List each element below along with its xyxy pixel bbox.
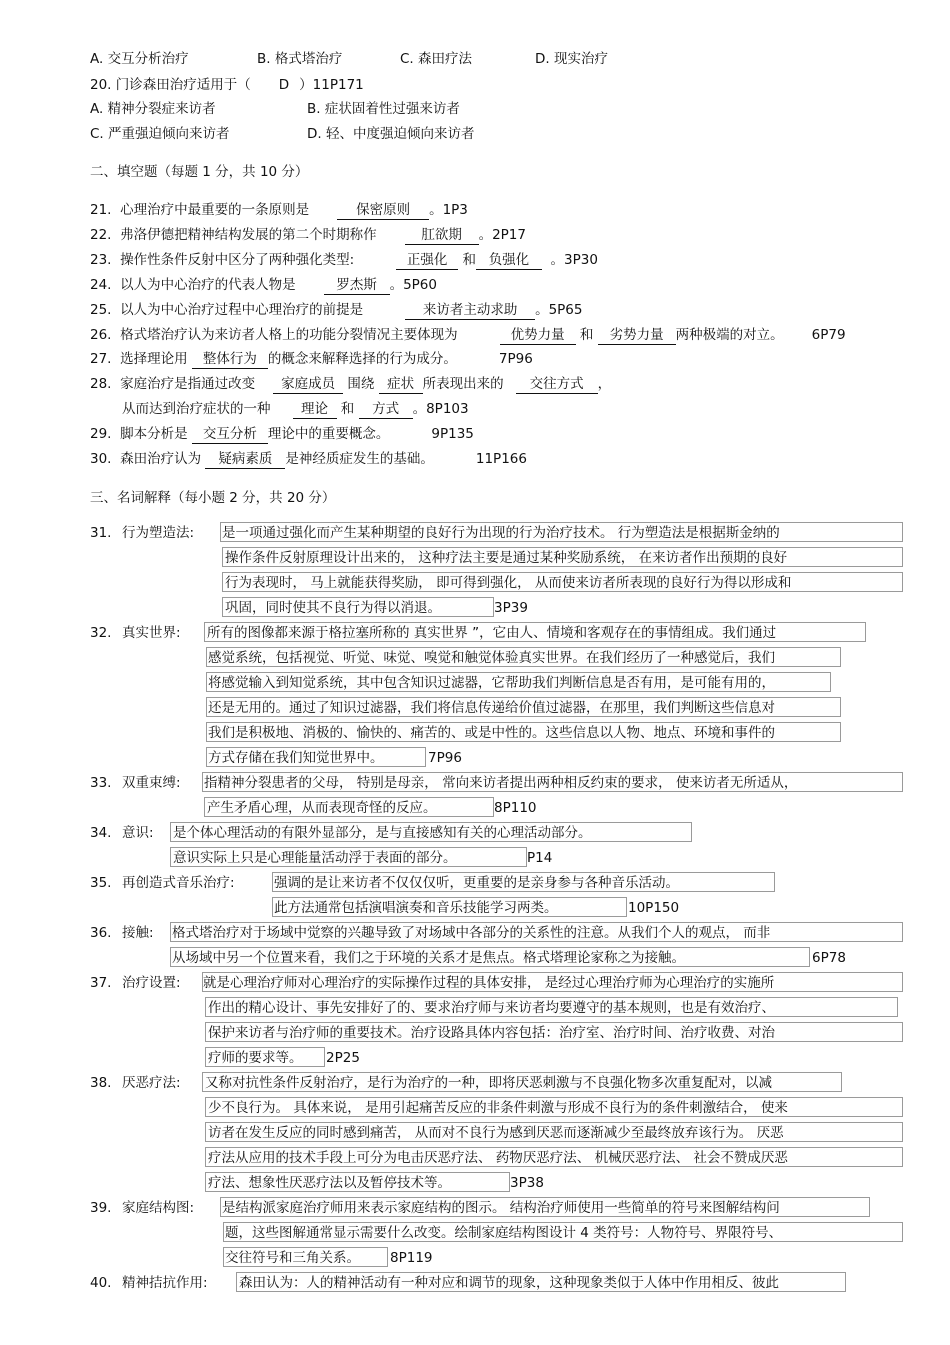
term-31-line-4: 巩固，同时使其不良行为得以消退。 [225,600,441,616]
answer-blank-1: 优势力量 [500,326,576,345]
q19-option-a: A. 交互分析治疗 [90,51,189,67]
ref: 。1P3 [429,202,468,218]
term-37-ref: 2P25 [326,1050,360,1066]
term-39-label: 家庭结构图: [122,1200,195,1216]
section-term-heading: 三、名词解释（每小题 2 分，共 20 分） [90,490,336,506]
fill-23 [90,251,598,270]
q19-option-d: D. 现实治疗 [535,51,608,67]
ref: 7P96 [498,351,533,367]
term-38-number: 38. [90,1075,112,1091]
term-36-line-2: 从场域中另一个位置来看，我们之于环境的关系才是焦点。格式塔理论家称之为接触。 [172,950,685,966]
term-34-label: 意识: [122,825,154,841]
term-37-line-2: 作出的精心设计、事先安排好了的、要求治疗师与来访者均要遵守的基本规则，也是有效治疗、 [208,1000,775,1016]
num: 26. [90,327,112,343]
answer-blank: 保密原则 [337,201,429,220]
text: 森田治疗认为 [120,451,202,467]
num: 27. [90,351,112,367]
term-39-line-2: 题，这些图解通常显示需要什么改变。绘制家庭结构图设计 4 类符号：人物符号、界限符号、 [225,1225,783,1241]
term-38-line-5: 疗法、想象性厌恶疗法以及暂停技术等。 [208,1175,451,1191]
term-31-number: 31. [90,525,112,541]
section-fill-blank-heading: 二、填空题（每题 1 分，共 10 分） [90,164,309,180]
term-31-line-2: 操作条件反射原理设计出来的， 这种疗法主要是通过某种奖励系统， 在来访者作出预期的良好 [225,550,788,566]
term-35-line-1: 强调的是让来访者不仅仅仅听，更重要的是亲身参与各种音乐活动。 [274,875,679,891]
term-32-line-1: 所有的图像都来源于格拉塞所称的 真实世界 ”，它由人、情境和客观存在的事情组成。我们通过 [207,625,777,641]
answer-blank-2: 劣势力量 [598,326,676,345]
ref: 。2P17 [478,227,526,243]
ref: 9P135 [431,426,474,442]
q20-question [90,76,364,94]
term-39-ref: 8P119 [390,1250,433,1266]
term-39-line-3: 交往符号和三角关系。 [225,1250,360,1266]
fill-26 [90,326,846,345]
answer-blank: 交互分析 [192,425,268,444]
term-34-line-2: 意识实际上只是心理能量活动浮于表面的部分。 [173,850,457,866]
term-38-line-4: 疗法从应用的技术手段上可分为电击厌恶疗法、 药物厌恶疗法、 机械厌恶疗法、 社会不赞成厌恶 [208,1150,788,1166]
term-32-line-6: 方式存储在我们知觉世界中。 [208,750,384,766]
text: 和 [462,252,476,268]
ref: 。5P60 [389,277,437,293]
answer-blank: 整体行为 [192,350,268,369]
num: 21. [90,202,112,218]
text: 从而达到治疗症状的一种 [122,401,271,417]
term-40-label: 精神拮抗作用: [122,1275,208,1291]
answer-blank-4: 理论 [293,400,337,419]
term-34-line-1: 是个体心理活动的有限外显部分，是与直接感知有关的心理活动部分。 [173,825,592,841]
num: 30. [90,451,112,467]
q20-stem: 20. 门诊森田治疗适用于（ [90,77,251,93]
term-37-number: 37. [90,975,112,991]
term-31-line-3: 行为表现时， 马上就能获得奖励， 即可得到强化， 从而使来访者所表现的良好行为得以形成和 [225,575,792,591]
fill-27 [90,350,533,369]
q20-option-b: B. 症状固着性过强来访者 [307,101,460,117]
term-36-ref: 6P78 [812,950,846,966]
term-36-line-1: 格式塔治疗对于场域中觉察的兴趣导致了对场域中各部分的关系性的注意。从我们个人的观点， 而非 [172,925,771,941]
fill-22 [90,226,526,245]
term-36-number: 36. [90,925,112,941]
num: 24. [90,277,112,293]
term-32-ref: 7P96 [428,750,462,766]
text: 所表现出来的 [422,376,504,392]
ref: 6P79 [811,327,846,343]
term-32-line-4: 还是无用的。通过了知识过滤器，我们将信息传递给价值过滤器，在那里，我们判断这些信息对 [208,700,775,716]
text: 格式塔治疗认为来访者人格上的功能分裂情况主要体现为 [120,327,458,343]
term-37-label: 治疗设置: [122,975,181,991]
num: 28. [90,376,112,392]
term-35-label: 再创造式音乐治疗: [122,875,235,891]
answer-blank-5: 方式 [359,400,413,419]
term-40-line-1: 森田认为：人的精神活动有一种对应和调节的现象，这种现象类似于人体中作用相反、彼此 [239,1275,779,1291]
num: 25. [90,302,112,318]
ref: 。5P65 [535,302,583,318]
term-32-line-3: 将感觉输入到知觉系统，其中包含知识过滤器，它帮助我们判断信息是否有用，是可能有用的， [208,675,775,691]
term-33-ref: 8P110 [494,800,537,816]
text: ， [597,376,612,392]
q20-option-c: C. 严重强迫倾向来访者 [90,126,230,142]
term-35-number: 35. [90,875,112,891]
ref: 。8P103 [412,401,469,417]
term-40-number: 40. [90,1275,112,1291]
fill-25 [90,301,583,320]
term-31-label: 行为塑造法: [122,525,195,541]
num: 29. [90,426,112,442]
answer-blank-1: 家庭成员 [273,375,343,394]
ref: 11P166 [475,451,527,467]
term-37-line-4: 疗师的要求等。 [208,1050,303,1066]
text: 脚本分析是 [120,426,188,442]
text: 家庭治疗是指通过改变 [120,376,256,392]
q20-option-d: D. 轻、中度强迫倾向来访者 [307,126,475,142]
answer-blank: 肛欲期 [405,226,479,245]
fill-29 [90,425,474,444]
term-39-line-1: 是结构派家庭治疗师用来表示家庭结构的图示。 结构治疗师使用一些简单的符号来图解结构问 [222,1200,780,1216]
text: 的概念来解释选择的行为成分。 [267,351,457,367]
term-32-line-2: 感觉系统，包括视觉、听觉、味觉、嗅觉和触觉体验真实世界。在我们经历了一种感觉后，我们 [208,650,775,666]
text: 选择理论用 [120,351,188,367]
num: 22. [90,227,112,243]
term-38-line-3: 访者在发生反应的同时感到痛苦， 从而对不良行为感到厌恶而逐渐减少至最终放弃该行为。 厌恶 [208,1125,784,1141]
answer-blank-1: 正强化 [396,251,458,270]
text: 围绕 [347,376,375,392]
term-34-number: 34. [90,825,112,841]
text: 弗洛伊德把精神结构发展的第二个时期称作 [120,227,377,243]
term-38-ref: 3P38 [510,1175,544,1191]
text: 和 [579,327,594,343]
term-33-line-1: 指精神分裂患者的父母， 特别是母亲， 常向来访者提出两种相反约束的要求， 使来访者无所适从， [204,775,798,791]
text: 以人为中心治疗的代表人物是 [120,277,296,293]
answer-blank-2: 症状 [379,375,423,394]
q20-option-a: A. 精神分裂症来访者 [90,101,216,117]
answer-blank: 疑病素质 [205,450,285,469]
term-39-number: 39. [90,1200,112,1216]
term-32-label: 真实世界: [122,625,181,641]
term-31-ref: 3P39 [494,600,528,616]
fill-30 [90,450,527,469]
term-33-number: 33. [90,775,112,791]
q19-option-c: C. 森田疗法 [400,51,473,67]
text: 和 [340,401,355,417]
fill-21 [90,201,468,220]
answer-blank-2: 负强化 [476,251,542,270]
q20-answer: D [278,77,290,93]
term-31-line-1: 是一项通过强化而产生某种期望的良好行为出现的行为治疗技术。 行为塑造法是根据斯金纳的 [222,525,780,541]
ref: 。3P30 [550,252,598,268]
term-36-label: 接触: [122,925,154,941]
term-38-label: 厌恶疗法: [122,1075,181,1091]
term-37-line-1: 就是心理治疗师对心理治疗的实际操作过程的具体安排， 是经过心理治疗师为心理治疗的实施所 [203,975,775,991]
fill-28-line2 [122,400,469,419]
answer-blank-3: 交往方式 [516,375,598,394]
fill-24 [90,276,437,295]
term-38-line-1: 又称对抗性条件反射治疗，是行为治疗的一种，即将厌恶刺激与不良强化物多次重复配对，以减 [205,1075,772,1091]
term-35-ref: 10P150 [628,900,680,916]
term-32-number: 32. [90,625,112,641]
fill-28 [90,375,611,394]
term-37-line-3: 保护来访者与治疗师的重要技术。治疗设路具体内容包括：治疗室、治疗时间、治疗收费、对治 [208,1025,775,1041]
term-32-line-5: 我们是积极地、消极的、愉快的、痛苦的、或是中性的。这些信息以人物、地点、环境和事件的 [208,725,775,741]
answer-blank: 来访者主动求助 [405,301,535,320]
term-34-ref: P14 [527,850,553,866]
term-33-line-2: 产生矛盾心理，从而表现奇怪的反应。 [207,800,437,816]
num: 23. [90,252,112,268]
text: 是神经质症发生的基础。 [285,451,434,467]
text: 心理治疗中最重要的一条原则是 [120,202,310,218]
text: 以人为中心治疗过程中心理治疗的前提是 [120,302,364,318]
q19-option-b: B. 格式塔治疗 [257,51,343,67]
text: 操作性条件反射中区分了两种强化类型: [120,252,355,268]
term-33-label: 双重束缚: [122,775,181,791]
term-38-line-2: 少不良行为。 具体来说， 是用引起痛苦反应的非条件刺激与形成不良行为的条件刺激结合， 使来 [208,1100,788,1116]
term-35-line-2: 此方法通常包括演唱演奏和音乐技能学习两类。 [274,900,558,916]
answer-blank: 罗杰斯 [324,276,390,295]
text: 理论中的重要概念。 [267,426,390,442]
q20-ref: ）11P171 [299,77,364,93]
text: 两种极端的对立。 [675,327,784,343]
